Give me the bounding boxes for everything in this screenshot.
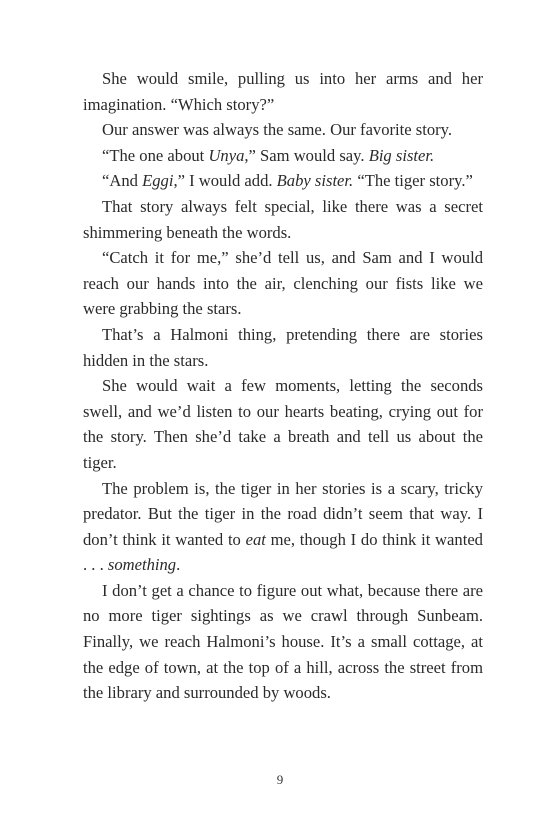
text-segment: me, though I do think it wanted . . . <box>83 529 483 575</box>
text-segment-italic: Unya <box>208 145 245 165</box>
paragraph-1 <box>83 66 483 117</box>
text-segment-italic: eat <box>245 529 266 549</box>
text-segment: ,” Sam would say. <box>244 145 369 165</box>
paragraph-10 <box>83 578 483 706</box>
text-segment-italic: Baby sister. <box>276 171 354 191</box>
paragraph-8 <box>83 373 483 475</box>
paragraph-9 <box>83 476 483 578</box>
text-segment: She would wait a few moments, letting the seconds swell, and we’d listen to our hearts beating, crying out for the story. Then she’d take a breath and tell us about the tiger. <box>83 376 483 472</box>
paragraph-4 <box>83 168 483 194</box>
text-segment: That story always felt special, like there was a secret shimmering beneath the words. <box>83 196 483 242</box>
text-segment: “The one about <box>102 145 209 165</box>
text-segment-italic: something <box>107 555 177 575</box>
text-segment: The problem is, the tiger in her stories is a scary, tricky predator. But the tiger in the road didn’t seem that way. I don’t think it wanted to <box>83 478 483 549</box>
text-segment: “The tiger story.” <box>353 171 473 191</box>
text-segment: I don’t get a chance to figure out what, because there are no more tiger sightings as we crawl through Sunbeam. Finally, we reach Halmoni’s house. It’s a small cottage, at the edge of town, at the top of a hill, across the street from the library and surrounded by woods. <box>83 580 483 703</box>
text-segment: “And <box>102 171 143 191</box>
text-segment: Our answer was always the same. Our favorite story. <box>102 120 453 140</box>
text-segment: “Catch it for me,” she’d tell us, and Sam and I would reach our hands into the air, clenching our fists like we were grabbing the stars. <box>83 248 483 319</box>
paragraph-3 <box>83 143 483 169</box>
paragraph-5 <box>83 194 483 245</box>
text-segment: She would smile, pulling us into her arms and her imagination. “Which story?” <box>83 69 483 114</box>
text-segment: That’s a Halmoni thing, pretending there are stories hidden in the stars. <box>83 324 483 370</box>
paragraph-6 <box>83 245 483 322</box>
paragraph-2 <box>83 117 483 143</box>
text-segment-italic: Eggi <box>142 171 174 191</box>
body-text <box>83 66 483 706</box>
page-number: 9 <box>276 772 284 787</box>
text-segment: ,” I would add. <box>173 171 277 191</box>
text-segment-italic: Big sister. <box>368 145 435 165</box>
text-segment: . <box>176 555 181 575</box>
paragraph-7 <box>83 322 483 373</box>
